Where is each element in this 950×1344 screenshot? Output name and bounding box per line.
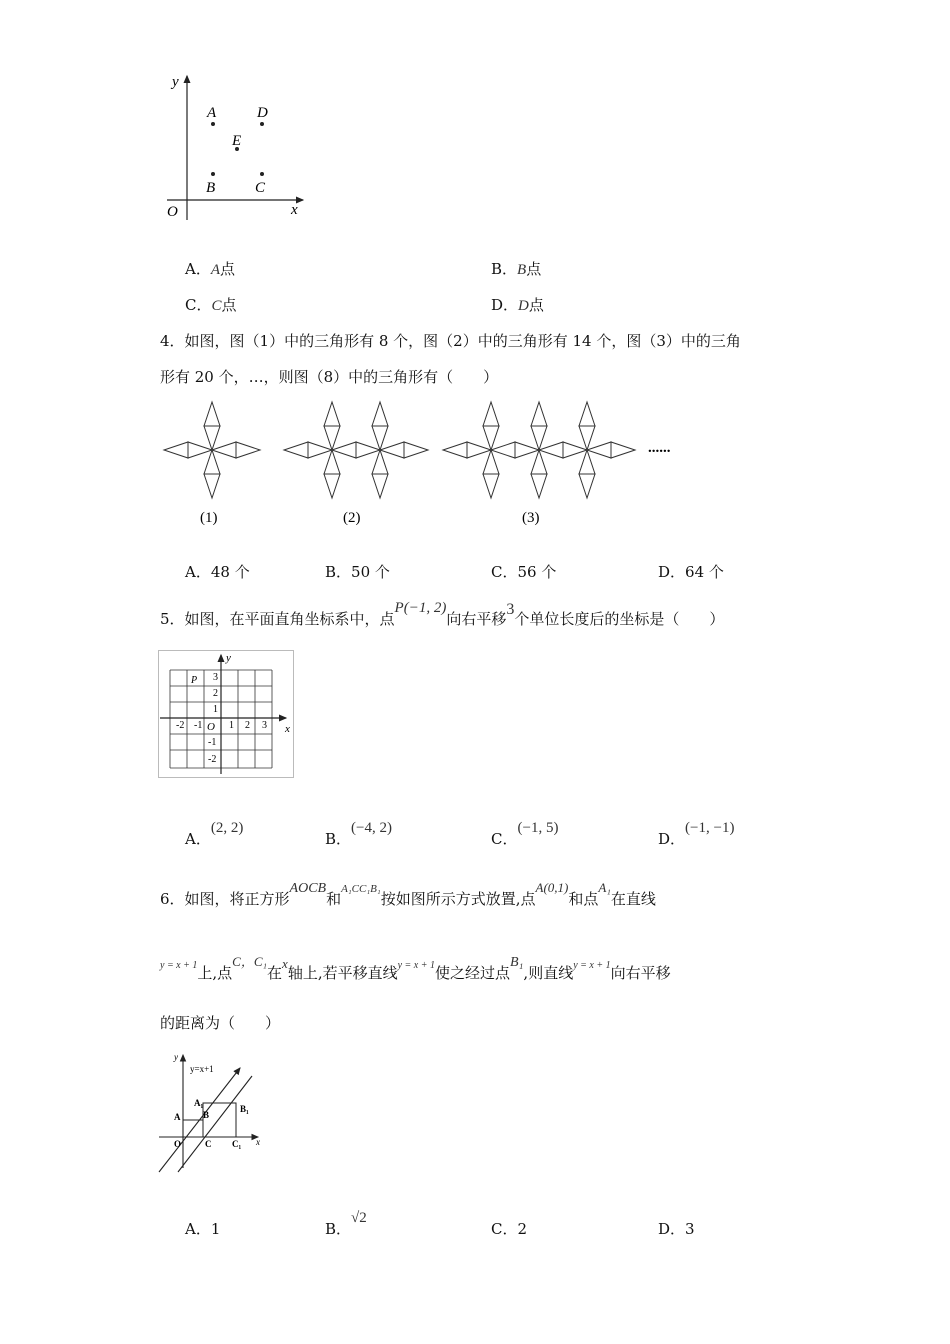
q6-point-a: A(0,1) [535, 880, 569, 895]
petal-triangle [587, 442, 611, 458]
option-value: (−4, 2) [351, 820, 392, 836]
petal-triangle [611, 442, 635, 458]
q6-text: ,则直线 [523, 964, 574, 982]
option-suffix: 点 [528, 296, 544, 314]
q6-fig-label-a: A [174, 1112, 181, 1122]
q5-text-a: 5．如图，在平面直角坐标系中，点 [160, 610, 395, 628]
q5-figure-frame [159, 651, 294, 778]
q6-text: 上,点 [197, 964, 233, 982]
petal-triangle [372, 426, 388, 450]
q5-option-d[interactable] [658, 820, 735, 850]
petal-triangle [579, 426, 595, 450]
petal-triangle [212, 442, 236, 458]
q6-fig-label-c: C [205, 1139, 212, 1149]
petal-triangle [372, 402, 388, 426]
petal-triangle [204, 450, 220, 474]
q4-option-d[interactable] [658, 562, 724, 582]
q3-origin-label: O [167, 204, 178, 220]
petal-triangle [531, 402, 547, 426]
option-letter: D． [658, 830, 686, 848]
q6-fig-label-a1: A₁ [194, 1098, 204, 1108]
option-letter: C． [185, 296, 212, 314]
q6-points-c: C，C₁ [232, 954, 268, 969]
q5-option-c[interactable] [491, 820, 559, 850]
option-letter: C． [491, 563, 518, 581]
q3-label-c: C [255, 180, 266, 196]
q5-point: P(−1, 2) [394, 600, 447, 616]
option-letter: A． [185, 563, 211, 581]
petal-triangle [467, 442, 491, 458]
q6-square-2: A₁CC₁B₁ [341, 883, 381, 895]
option-value: B [517, 262, 527, 278]
petal-triangle [308, 442, 332, 458]
petal-triangle [531, 450, 547, 474]
petal-triangle [332, 442, 356, 458]
q3-figure [155, 70, 315, 225]
petal-triangle [579, 474, 595, 498]
option-letter: A． [185, 260, 211, 278]
q4-stem-line-2: 形有 20 个，…，则图（8）中的三角形有（ ） [160, 368, 499, 386]
q4-option-b[interactable] [325, 562, 390, 582]
petal-triangle [372, 474, 388, 498]
q6-square-1: AOCB [289, 881, 327, 896]
petal-triangle [483, 450, 499, 474]
q4-figure [160, 398, 690, 533]
petal-triangle [204, 402, 220, 426]
q3-option-a[interactable] [185, 259, 235, 280]
q6-text: 6．如图，将正方形 [160, 890, 290, 908]
option-letter: D． [658, 1220, 686, 1238]
q6-equation: y = x + 1 [397, 960, 435, 971]
petal-triangle [236, 442, 260, 458]
petal-triangle [563, 442, 587, 458]
option-value: C [211, 298, 222, 314]
q6-square-a1cc1b1 [203, 1103, 236, 1137]
option-text: 56 个 [517, 563, 557, 581]
option-value: 2 [517, 1220, 528, 1238]
q5-x-label: x [285, 723, 290, 735]
q5-text-b: 向右平移 [446, 610, 507, 628]
q3-option-d[interactable] [491, 295, 544, 316]
q6-axis: x [282, 956, 288, 971]
q3-option-b[interactable] [491, 259, 541, 280]
q6-text: 在 [267, 964, 283, 982]
q6-text: 使之经过点 [434, 964, 510, 982]
q5-point-label: P [191, 675, 198, 686]
option-letter: B． [325, 830, 352, 848]
petal-triangle [483, 474, 499, 498]
q3-x-label: x [291, 202, 298, 218]
q5-text-c: 个单位长度后的坐标是（ ） [514, 610, 725, 628]
q5-y-tick: -1 [208, 737, 217, 748]
petal-triangle [515, 442, 539, 458]
petal-triangle [284, 442, 308, 458]
option-value: √2 [351, 1210, 367, 1226]
petal-triangle [579, 450, 595, 474]
q5-shift: 3 [506, 601, 515, 618]
petal-triangle [531, 426, 547, 450]
q5-x-tick: 3 [262, 720, 267, 731]
petal-triangle [443, 442, 467, 458]
petal-triangle [372, 450, 388, 474]
q6-fig-label-o: O [174, 1139, 182, 1149]
q6-equation: y = x + 1 [573, 960, 611, 971]
petal-triangle [324, 426, 340, 450]
option-letter: B． [325, 563, 352, 581]
q6-text: 在直线 [610, 890, 656, 908]
q5-x-tick: -1 [194, 720, 203, 731]
q5-x-tick: 2 [245, 720, 250, 731]
petal-triangle [204, 426, 220, 450]
q3-option-c[interactable] [185, 295, 237, 316]
q3-label-a: A [207, 105, 217, 121]
petal-triangle [539, 442, 563, 458]
q4-label-2: (2) [343, 510, 361, 526]
q3-label-d: D [257, 105, 268, 121]
q6-option-d[interactable] [658, 1219, 695, 1239]
q6-text: 和 [326, 890, 342, 908]
q6-stem-line-2 [160, 954, 671, 986]
q3-label-b: B [206, 180, 216, 196]
petal-triangle [204, 474, 220, 498]
q6-point-b1: B₁ [510, 955, 524, 970]
q5-option-b[interactable] [325, 820, 392, 850]
q6-shifted-line [178, 1076, 252, 1172]
q3-y-label: y [172, 74, 179, 90]
option-value: 1 [210, 1220, 221, 1238]
q5-y-label: y [226, 652, 231, 664]
option-letter: D． [658, 563, 686, 581]
q6-point-a1: A₁ [598, 880, 611, 895]
q6-fig-label-c1: C₁ [232, 1139, 242, 1149]
q3-point-a [211, 122, 215, 126]
option-value: 3 [685, 1220, 695, 1238]
option-text: 64 个 [685, 563, 724, 581]
option-letter: C． [491, 1220, 518, 1238]
q6-option-a[interactable] [185, 1219, 220, 1239]
q6-stem-line-3: 的距离为（ ） [160, 1014, 281, 1032]
q6-fig-y-label: y [174, 1052, 178, 1062]
option-suffix: 点 [220, 260, 236, 278]
q5-figure [158, 650, 296, 780]
petal-triangle [531, 474, 547, 498]
q3-point-d [260, 122, 264, 126]
q6-option-b[interactable] [325, 1210, 367, 1240]
option-letter: B． [491, 260, 518, 278]
petal-triangle [483, 402, 499, 426]
q6-option-c[interactable] [491, 1219, 527, 1239]
q6-text: 和点 [568, 890, 599, 908]
q5-stem [160, 600, 725, 630]
petal-triangle [380, 442, 404, 458]
option-text: 50 个 [351, 563, 390, 581]
q5-x-tick: -2 [176, 720, 185, 731]
q4-label-1: (1) [200, 510, 218, 526]
option-suffix: 点 [526, 260, 542, 278]
q6-equation: y = x + 1 [160, 960, 198, 971]
petal-triangle [188, 442, 212, 458]
q5-option-a[interactable] [185, 820, 244, 850]
q6-fig-label-b1: B₁ [240, 1104, 249, 1114]
q6-fig-line-label: y=x+1 [190, 1064, 214, 1074]
q5-y-tick: -2 [208, 754, 217, 765]
option-value: (−1, 5) [517, 820, 559, 836]
q4-option-c[interactable] [491, 562, 556, 582]
q6-stem-line-1 [160, 880, 656, 911]
option-letter: A． [185, 830, 211, 848]
petal-triangle [324, 402, 340, 426]
option-value: (−1, −1) [685, 820, 735, 836]
q5-origin-label: O [207, 721, 215, 733]
petal-triangle [324, 474, 340, 498]
q6-text: 向右平移 [610, 964, 671, 982]
q5-x-tick: 1 [229, 720, 234, 731]
q4-label-3: (3) [522, 510, 540, 526]
option-letter: A． [185, 1220, 211, 1238]
option-value: (2, 2) [210, 820, 244, 836]
option-value: D [518, 298, 529, 314]
q3-label-e: E [232, 133, 242, 149]
option-value: A [210, 262, 221, 278]
q6-fig-label-b: B [203, 1110, 210, 1120]
q4-ellipsis: ...... [648, 440, 671, 456]
q6-text: 轴上,若平移直线 [287, 964, 398, 982]
q5-y-tick: 1 [213, 704, 218, 715]
petal-triangle [579, 402, 595, 426]
option-letter: C． [491, 830, 518, 848]
option-letter: D． [491, 296, 519, 314]
q3-point-c [260, 172, 264, 176]
petal-triangle [324, 450, 340, 474]
q3-point-b [211, 172, 215, 176]
q6-text: 按如图所示方式放置,点 [380, 890, 536, 908]
option-text: 48 个 [210, 563, 250, 581]
q6-figure [156, 1048, 274, 1178]
petal-triangle [164, 442, 188, 458]
option-suffix: 点 [221, 296, 237, 314]
q6-fig-x-label: x [256, 1137, 260, 1147]
petal-triangle [356, 442, 380, 458]
q4-option-a[interactable] [185, 562, 250, 582]
petal-triangle [491, 442, 515, 458]
petal-triangle [404, 442, 428, 458]
petal-triangle [483, 426, 499, 450]
q5-y-tick: 3 [213, 672, 218, 683]
q5-y-tick: 2 [213, 688, 218, 699]
q4-stem-line-1: 4．如图，图（1）中的三角形有 8 个，图（2）中的三角形有 14 个，图（3）中的三角 [160, 332, 741, 350]
option-letter: B． [325, 1220, 352, 1238]
